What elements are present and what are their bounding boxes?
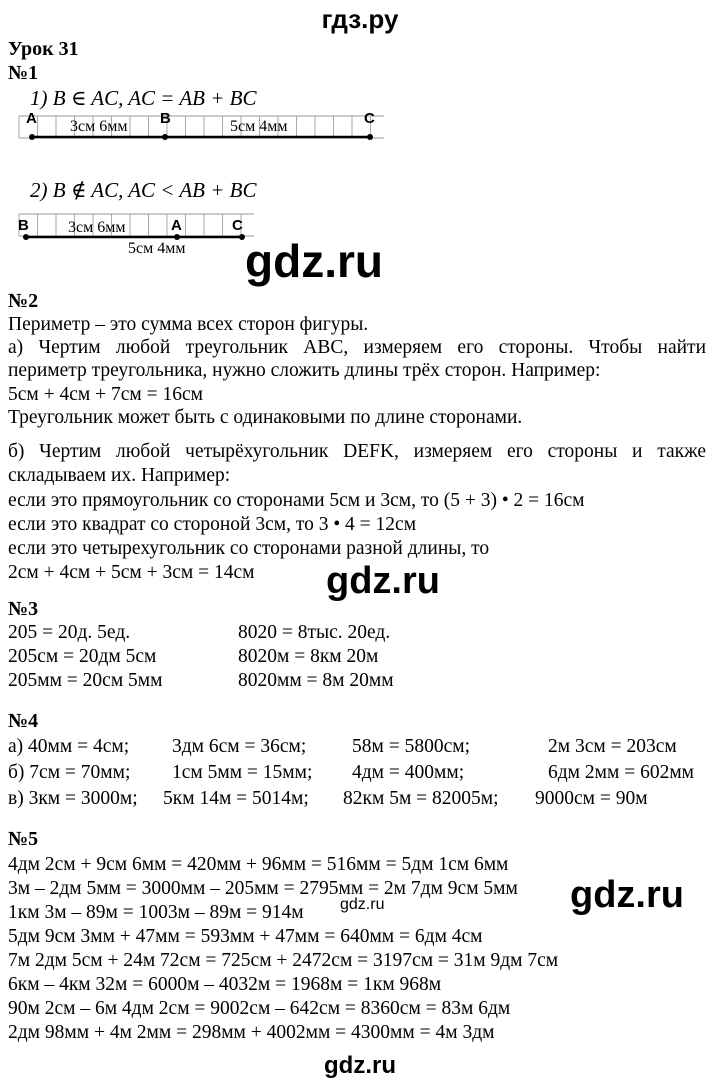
point-label-a: A <box>26 110 37 127</box>
task4-r1c1: а) 40мм = 4см; <box>8 736 130 757</box>
task1-condition-2: 2) B ∉ AC, AC < AB + BC <box>30 178 257 202</box>
task5-line-1: 4дм 2см + 9см 6мм = 420мм + 96мм = 516мм = 5дм 1см 6мм <box>8 854 509 875</box>
task1-number: №1 <box>8 62 39 84</box>
point-c-dot <box>367 134 373 140</box>
watermark-gdz: gdz.ru <box>245 235 383 287</box>
task2-line-10: если это четырехугольник со сторонами разной длины, то <box>8 538 490 559</box>
task2-line-9: если это квадрат со стороной 3см, то 3 • 4 = 12см <box>8 514 417 535</box>
task3-r1c2: 8020 = 8тыс. 20ед. <box>238 622 391 643</box>
task2-number: №2 <box>8 290 39 312</box>
task4-r1c2: 3дм 6см = 36см; <box>172 736 307 757</box>
task2-line-3: периметр треугольника, нужно сложить длины трёх сторон. Например: <box>8 360 601 381</box>
point-b-dot <box>23 234 29 240</box>
task5-line-8: 2дм 98мм + 4м 2мм = 298мм + 4002мм = 4300мм = 4м 3дм <box>8 1022 495 1043</box>
point-a-dot <box>29 134 35 140</box>
task2-line-4: 5см + 4см + 7см = 16см <box>8 384 203 405</box>
lesson-title: Урок 31 <box>8 38 79 60</box>
task4-r3c3: 82км 5м = 82005м; <box>343 788 499 809</box>
task4-r2c2: 1см 5мм = 15мм; <box>172 762 313 783</box>
task5-line-3: 1км 3м – 89м = 1003м – 89м = 914м <box>8 902 304 923</box>
task5-line-7: 90м 2см – 6м 4дм 2см = 9002см – 642см = 8360см = 83м 6дм <box>8 998 511 1019</box>
task3-r3c2: 8020мм = 8м 20мм <box>238 670 394 691</box>
task4-r2c1: б) 7см = 70мм; <box>8 762 131 783</box>
task4-r2c3: 4дм = 400мм; <box>352 762 465 783</box>
task2-line-2: а) Чертим любой треугольник ABC, измеряем его стороны. Чтобы найти <box>8 337 706 358</box>
point-label-a: A <box>171 217 182 234</box>
point-label-b: B <box>160 110 171 127</box>
task4-r3c1: в) 3км = 3000м; <box>8 788 138 809</box>
task2-line-8: если это прямоугольник со сторонами 5см и 3см, то (5 + 3) • 2 = 16см <box>8 490 585 511</box>
task5-line-6: 6км – 4км 32м = 6000м – 4032м = 1968м = 1км 968м <box>8 974 442 995</box>
task3-r1c1: 205 = 20д. 5ед. <box>8 622 131 643</box>
task3-r2c1: 205см = 20дм 5см <box>8 646 157 667</box>
watermark-gdz-small: gdz.ru <box>340 896 385 913</box>
watermark-gdz: gdz.ru <box>570 874 684 916</box>
point-label-b: B <box>18 217 29 234</box>
segment-label-ba: 3см 6мм <box>68 219 126 236</box>
task1-condition-1: 1) B ∈ AC, AC = AB + BC <box>30 86 257 110</box>
task4-number: №4 <box>8 710 39 732</box>
task2-line-5: Треугольник может быть с одинаковыми по длине сторонами. <box>8 407 523 428</box>
task2-line-6: б) Чертим любой четырёхугольник DEFK, измеряем его стороны и также <box>8 441 706 462</box>
segment-label-bc: 5см 4мм <box>230 118 288 135</box>
site-header: гдз.ру <box>321 4 399 34</box>
task2-line-1: Периметр – это сумма всех сторон фигуры. <box>8 314 369 335</box>
point-label-c: C <box>364 110 375 127</box>
task4-r2c4: 6дм 2мм = 602мм <box>548 762 694 783</box>
task5-line-4: 5дм 9см 3мм + 47мм = 593мм + 47мм = 640мм = 6дм 4см <box>8 926 483 947</box>
point-label-c: C <box>232 217 243 234</box>
point-b-dot <box>162 134 168 140</box>
task4-r3c4: 9000см = 90м <box>535 788 648 809</box>
segment-label-ab: 3см 6мм <box>70 118 128 135</box>
task5-line-5: 7м 2дм 5см + 24м 72см = 725см + 2472см = 3197см = 31м 9дм 7см <box>8 950 559 971</box>
watermark-gdz-footer: gdz.ru <box>324 1052 396 1079</box>
task5-number: №5 <box>8 828 39 850</box>
segment-label-bc: 5см 4мм <box>128 240 186 257</box>
task3-r2c2: 8020м = 8км 20м <box>238 646 379 667</box>
task4-r1c3: 58м = 5800см; <box>352 736 470 757</box>
task4-r3c2: 5км 14м = 5014м; <box>163 788 309 809</box>
watermark-gdz: gdz.ru <box>326 560 440 602</box>
task3-number: №3 <box>8 598 39 620</box>
task2-line-7: складываем их. Например: <box>8 465 231 486</box>
task3-r3c1: 205мм = 20см 5мм <box>8 670 163 691</box>
task5-line-2: 3м – 2дм 5мм = 3000мм – 205мм = 2795мм = 2м 7дм 9см 5мм <box>8 878 518 899</box>
task4-r1c4: 2м 3см = 203см <box>548 736 677 757</box>
task2-line-11: 2см + 4см + 5см + 3см = 14см <box>8 562 255 583</box>
